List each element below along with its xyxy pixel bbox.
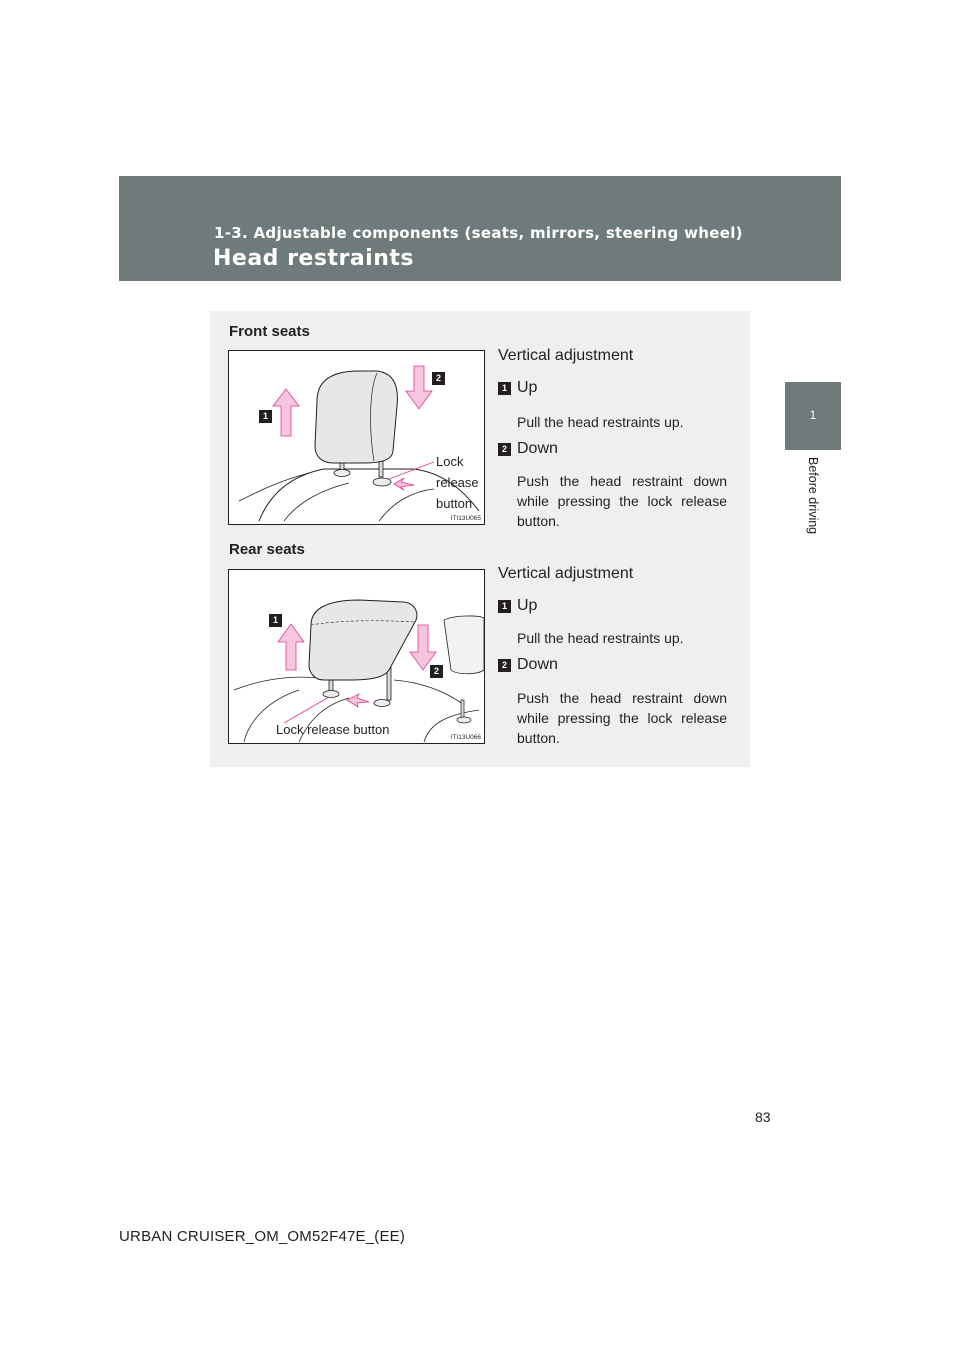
step-description: Push the head restraint down while pressing the lock release button. xyxy=(517,690,727,746)
page-number: 83 xyxy=(755,1109,771,1125)
step-label: Down xyxy=(517,440,558,457)
chapter-number: 1 xyxy=(809,408,817,422)
page-header xyxy=(119,176,841,281)
rear-lead: Vertical adjustment xyxy=(498,565,634,582)
lock-label-line-1: Lock xyxy=(436,454,464,469)
rear-seats-heading: Rear seats xyxy=(229,541,305,558)
step-label: Down xyxy=(517,656,558,673)
front-instructions xyxy=(498,347,728,537)
callout-1-badge: 1 xyxy=(269,614,282,627)
step-description: Push the head restraint down while pressing the lock release button. xyxy=(517,473,727,529)
page-title: Head restraints xyxy=(213,246,414,271)
front-lead: Vertical adjustment xyxy=(498,347,634,364)
step-label: Up xyxy=(517,597,538,614)
chapter-label: Before driving xyxy=(806,457,820,535)
step-2-badge: 2 xyxy=(498,443,511,456)
rear-seat-illustration xyxy=(228,569,485,744)
lock-release-label xyxy=(436,451,479,514)
rear-instructions xyxy=(498,565,728,755)
callout-2-badge: 2 xyxy=(430,665,443,678)
figure-code: ITI13U066 xyxy=(450,734,481,741)
figure-code: ITI13U065 xyxy=(450,515,481,522)
callout-1-badge: 1 xyxy=(259,410,272,423)
lock-label-line-3: button xyxy=(436,496,473,511)
step-1-badge: 1 xyxy=(498,382,511,395)
chapter-label-area xyxy=(785,455,841,555)
front-seat-illustration xyxy=(228,350,485,525)
lock-label-line-2: release xyxy=(436,475,479,490)
step-1-badge: 1 xyxy=(498,600,511,613)
step-label: Up xyxy=(517,379,538,396)
chapter-tab[interactable] xyxy=(785,382,841,450)
front-seats-heading: Front seats xyxy=(229,323,310,340)
content-panel xyxy=(210,311,750,767)
callout-2-badge: 2 xyxy=(432,372,445,385)
step-description: Pull the head restraints up. xyxy=(517,414,684,430)
step-2-badge: 2 xyxy=(498,659,511,672)
rear-seat-drawing xyxy=(229,570,484,743)
step-description: Pull the head restraints up. xyxy=(517,630,684,646)
section-title: 1-3. Adjustable components (seats, mirrors, steering wheel) xyxy=(214,224,743,242)
document-id: URBAN CRUISER_OM_OM52F47E_(EE) xyxy=(119,1228,406,1245)
lock-release-label: Lock release button xyxy=(276,722,390,737)
